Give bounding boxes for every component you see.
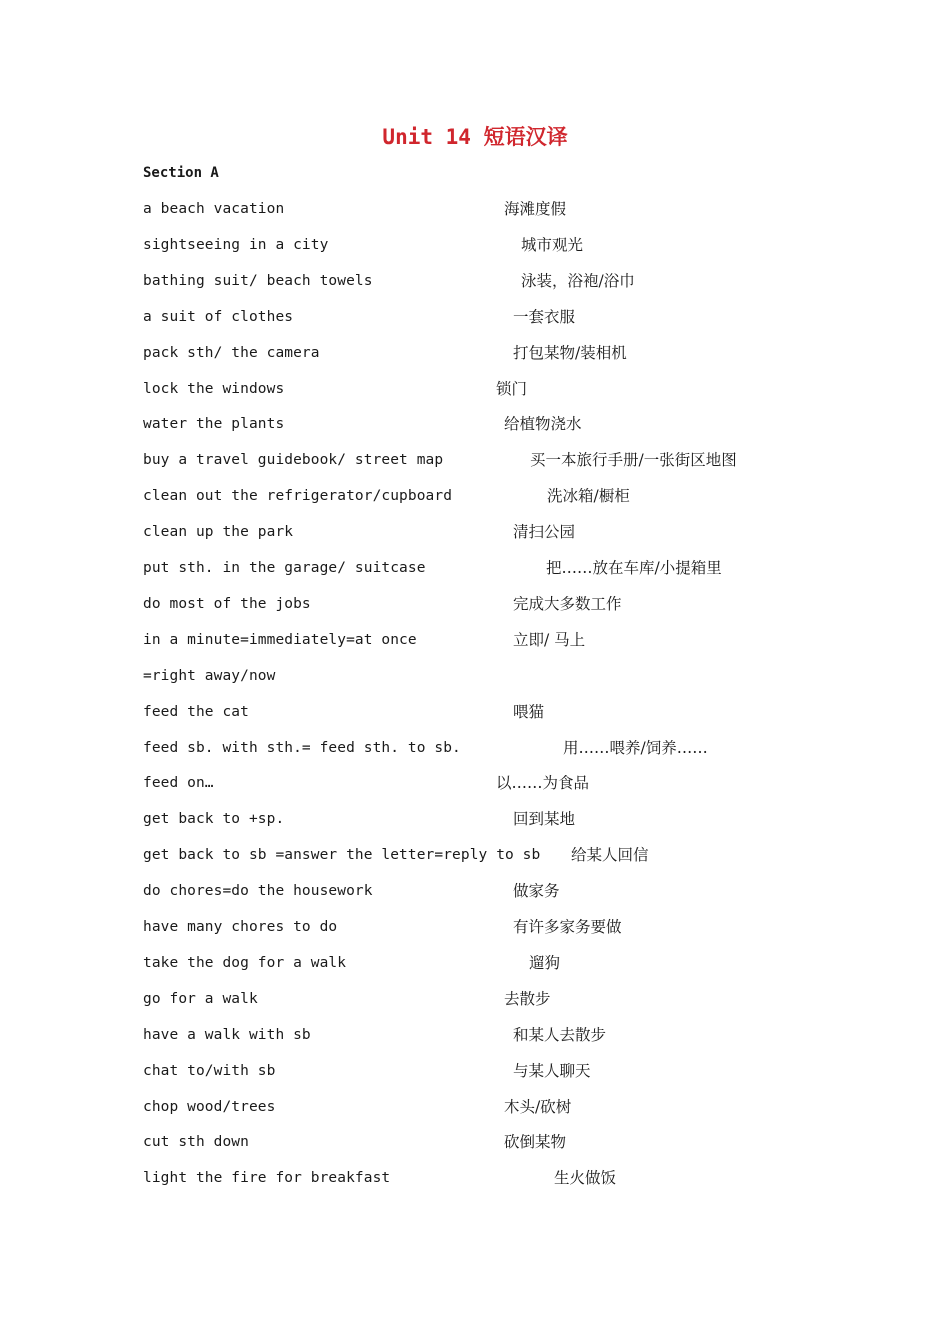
chinese-translation: 泳装，浴袍/浴巾 (521, 271, 635, 290)
chinese-translation: 给某人回信 (571, 846, 649, 865)
english-phrase: cut sth down (143, 1134, 249, 1151)
english-phrase: bathing suit/ beach towels (143, 272, 373, 289)
chinese-translation: 木头/砍树 (504, 1097, 572, 1116)
chinese-translation: 生火做饭 (554, 1169, 617, 1188)
section-heading: Section A (143, 165, 219, 181)
chinese-translation: 有许多家务要做 (513, 918, 622, 936)
chinese-translation: 清扫公园 (513, 523, 576, 542)
english-phrase: a beach vacation (143, 201, 285, 217)
english-phrase: feed the cat (143, 703, 249, 720)
chinese-translation: 给植物浇水 (504, 415, 582, 434)
chinese-translation: 做家务 (513, 882, 560, 901)
english-phrase: have many chores to do (143, 919, 338, 935)
english-phrase: in a minute=immediately=at once (143, 631, 417, 648)
english-phrase: clean out the refrigerator/cupboard (143, 488, 453, 505)
chinese-translation: 城市观光 (521, 235, 584, 254)
english-phrase: lock the windows (143, 380, 285, 397)
english-phrase: buy a travel guidebook/ street map (143, 452, 444, 469)
english-phrase: clean up the park (143, 524, 294, 541)
chinese-translation: 回到某地 (513, 810, 576, 829)
english-phrase: take the dog for a walk (143, 954, 347, 971)
english-phrase: do most of the jobs (143, 595, 311, 612)
english-phrase: pack sth/ the camera (143, 344, 320, 361)
chinese-translation: 以……为食品 (496, 774, 590, 793)
chinese-translation: 喂猫 (513, 702, 545, 721)
english-phrase: have a walk with sb (143, 1026, 311, 1043)
english-phrase: a suit of clothes (143, 308, 294, 325)
chinese-translation: 一套衣服 (513, 307, 576, 326)
english-phrase: sightseeing in a city (143, 236, 329, 253)
chinese-translation: 锁门 (496, 379, 528, 398)
chinese-translation: 打包某物/装相机 (513, 343, 627, 362)
english-phrase: get back to +sp. (143, 811, 285, 828)
page-title: Unit 14 短语汉译 (382, 125, 568, 149)
chinese-translation: 与某人聊天 (513, 1061, 591, 1080)
english-phrase: feed sb. with sth.= feed sth. to sb. (143, 739, 461, 756)
chinese-translation: 完成大多数工作 (513, 594, 622, 613)
english-phrase: feed on… (143, 775, 214, 792)
chinese-translation: 用……喂养/饲养…… (563, 738, 708, 757)
english-phrase: do chores=do the housework (143, 883, 373, 900)
chinese-translation: 立即/ 马上 (513, 630, 586, 649)
english-phrase: chop wood/trees (143, 1098, 276, 1115)
chinese-translation: 海滩度假 (504, 200, 567, 218)
chinese-translation: 去散步 (504, 989, 551, 1008)
chinese-translation: 和某人去散步 (513, 1025, 607, 1044)
english-phrase: go for a walk (143, 990, 258, 1007)
chinese-translation: 把……放在车库/小提箱里 (546, 559, 722, 577)
english-phrase: =right away/now (143, 667, 276, 684)
english-phrase: put sth. in the garage/ suitcase (143, 560, 426, 576)
english-phrase: chat to/with sb (143, 1062, 276, 1079)
chinese-translation: 遛狗 (529, 953, 561, 972)
chinese-translation: 买一本旅行手册/一张街区地图 (530, 451, 737, 470)
chinese-translation: 洗冰箱/橱柜 (547, 487, 630, 506)
english-phrase: get back to sb =answer the letter=reply to sb (143, 847, 541, 864)
english-phrase: water the plants (143, 416, 285, 433)
english-phrase: light the fire for breakfast (143, 1170, 391, 1187)
chinese-translation: 砍倒某物 (504, 1133, 567, 1152)
